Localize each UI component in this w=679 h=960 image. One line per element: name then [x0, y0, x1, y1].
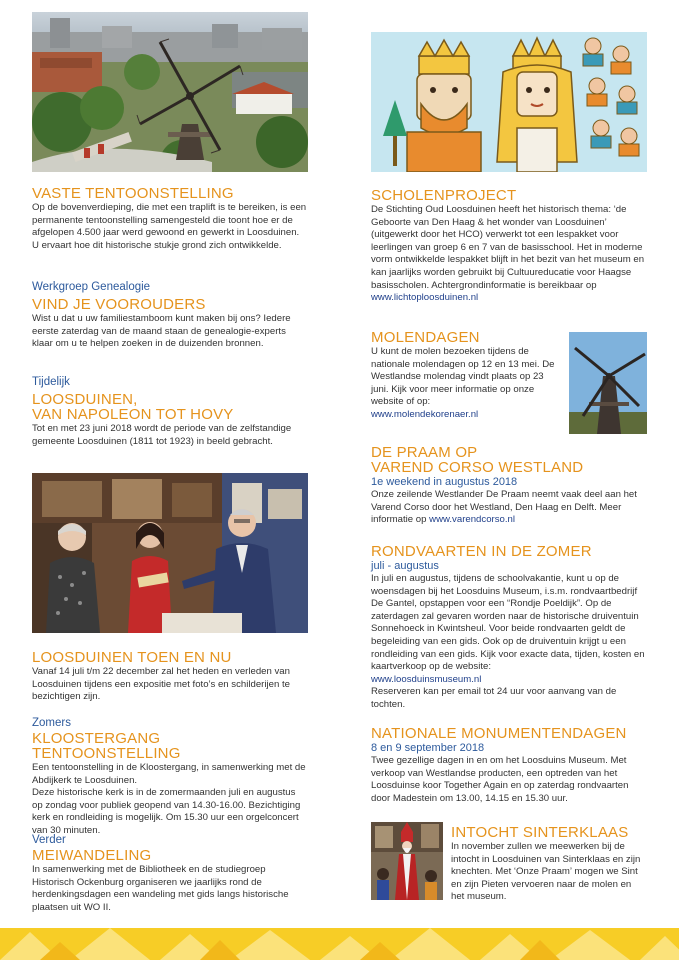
windmill-small-illustration [569, 332, 647, 434]
rondvaarten-text: In juli en augustus, tijdens de schoolvakantie, kunt u op de woensdagen bij het Loosduins Museum, i.s.m. rondvaartbedrijf De Gantel, opstappen voor een “Rondje Poeldijk”. Op de zaterdagen zal gevaren worden naar de historische druiventuin Sonnehoeck in Kwintsheul. Voor beide rondvaarten geldt de begeleiding van een gids. Ook op de druiventuin krijgt u een rondleiding van een gids. Kijk voor exacte data, tijden, kosten en kaartverkoop op de website: [371, 573, 645, 673]
section-rondvaarten [371, 544, 647, 712]
windmill-aerial-illustration [32, 12, 308, 172]
meiwandeling-text: In samenwerking met de Bibliotheek en de studiegroep Historisch Ockenburg organiseren we jaarlijks rond de herdenkingsdagen een wandeling met gids langs historische plaatsen uit WO II. [32, 864, 289, 913]
museum-visitors-illustration [32, 473, 308, 633]
decorative-footer-banner [0, 928, 679, 960]
molendagen-title: MOLENDAGEN [371, 329, 480, 346]
rondvaarten-subtitle: juli - augustus [371, 560, 439, 572]
monumenten-title: NATIONALE MONUMENTENDAGEN [371, 725, 627, 742]
monumenten-text: Twee gezellige dagen in en om het Loosduins Museum. Met verkoop van Westlandse producten, een optreden van het Loosduinse koor Together Again en op zaterdag rondvaarten door Madestein om 13.00, 14.15 en 15.30 uur. [371, 755, 629, 804]
kloostergang-text2: Deze historische kerk is in de zomermaanden juli en augustus op zondag voor publiek geopend van 14.30-16.00. Bezichtiging kerk en rondleiding is mogelijk. Om 15.30 uur een orgelconcert van 30 minuten. [32, 787, 301, 836]
kloostergang-kicker: Zomers [32, 717, 71, 729]
genealogie-title: VIND JE VOOROUDERS [32, 296, 206, 313]
rondvaarten-text2: Reserveren kan per email tot 24 uur voor aanvang van de tochten. [371, 686, 617, 710]
rondvaarten-link[interactable]: www.loosduinsmuseum.nl [371, 673, 482, 685]
section-vind-je-voorouders [32, 281, 308, 351]
sinterklaas-photo [371, 822, 443, 900]
section-intocht-sinterklaas [451, 825, 647, 904]
vaste-text: Op de bovenverdieping, die met een traplift is te bereiken, is een permanente tentoonstelling samengesteld die toont hoe er de afgelopen 4.500 jaar werd gewoond en gewerkt in Loosduinen. U ervaart hoe dit historische stukje grond zich ontwikkelde. [32, 202, 307, 251]
section-monumentendagen [371, 726, 647, 805]
kings-cartoon [371, 32, 647, 172]
section-napoleon-hovy [32, 376, 308, 448]
scholen-text: De Stichting Oud Loosduinen heeft het historisch thema: ‘de Geboorte van Den Haag & het wonder van Loosduinen’ (uitgewerkt door het HCO) verwerkt tot een lespakket voor leerlingen van groep 6 en 7 van de basisschool. Het in moderne vorm ontwikkelde lespakket blijft in het bezit van het museum en kan jaarlijks worden gebruikt bij Cultuureducatie voor Haagse basisscholen. Achtergrondinformatie is bereikbaar op [371, 204, 645, 291]
praam-subtitle: 1e weekend in augustus 2018 [371, 476, 518, 488]
sinterklaas-text: In november zullen we meewerken bij de intocht in Loosduinen van Sinterklaas en zijn knechten. Met ‘Onze Praam’ mogen we Sint en zijn Pieten vervoeren naar de molen en het museum. [451, 841, 641, 903]
section-vaste-tentoonstelling [32, 186, 308, 252]
meiwandeling-title: MEIWANDELING [32, 847, 152, 864]
scholen-link[interactable]: www.lichtoploosduinen.nl [371, 292, 479, 304]
section-scholenproject [371, 188, 647, 305]
rondvaarten-title: RONDVAARTEN IN DE ZOMER [371, 543, 592, 560]
molendagen-link[interactable]: www.molendekorenaer.nl [371, 408, 479, 420]
napoleon-title-line1: LOOSDUINEN, [32, 391, 138, 408]
napoleon-kicker: Tijdelijk [32, 376, 70, 388]
vaste-title: VASTE TENTOONSTELLING [32, 185, 234, 202]
napoleon-text: Tot en met 23 juni 2018 wordt de periode van de zelfstandige gemeente Loosduinen (1811 tot 1923) in beeld gebracht. [32, 423, 292, 447]
section-toen-en-nu [32, 650, 308, 704]
kings-illustration [371, 32, 647, 172]
section-molendagen [371, 330, 561, 422]
section-praam-corso [371, 445, 647, 527]
praam-text [371, 489, 647, 527]
molendagen-text: U kunt de molen bezoeken tijdens de nationale molendagen op 12 en 13 mei. De Westlandse molendag vindt plaats op 23 juni. Kijk voor meer informatie op onze website of op: [371, 346, 555, 408]
praam-title-line2: VAREND CORSO WESTLAND [371, 459, 584, 476]
sinterklaas-title: INTOCHT SINTERKLAAS [451, 824, 629, 841]
praam-text-body: Onze zeilende Westlander De Praam neemt vaak deel aan het Varend Corso door het Westland, Den Haag en Delft. Meer informatie op [371, 489, 637, 526]
monumenten-subtitle: 8 en 9 september 2018 [371, 742, 485, 754]
kloostergang-text1: Een tentoonstelling in de Kloostergang, in samenwerking met de Abdijkerk te Loosduinen. [32, 762, 306, 786]
toen-nu-text: Vanaf 14 juli t/m 22 december zal het heden en verleden van Loosduinen tijdens een expositie met foto’s en schilderijen te bezichtigen zijn. [32, 666, 290, 703]
windmill-aerial-photo [32, 12, 308, 172]
meiwandeling-kicker: Verder [32, 834, 66, 846]
napoleon-title-line2: VAN NAPOLEON TOT HOVY [32, 406, 234, 423]
kloostergang-title: KLOOSTERGANG TENTOONSTELLING [32, 730, 181, 762]
praam-link[interactable]: www.varendcorso.nl [429, 514, 515, 526]
windmill-small-photo [569, 332, 647, 434]
sinterklaas-illustration [371, 822, 443, 900]
toen-nu-title: LOOSDUINEN TOEN EN NU [32, 649, 232, 666]
footer-pattern [0, 928, 679, 960]
section-meiwandeling [32, 834, 308, 914]
genealogie-kicker: Werkgroep Genealogie [32, 281, 151, 293]
museum-visitors-photo [32, 473, 308, 633]
praam-title-line1: DE PRAAM OP [371, 444, 478, 461]
genealogie-text: Wist u dat u uw familiestamboom kunt maken bij ons? Iedere eerste zaterdag van de maand staan de genealogie-experts klaar om u te helpen zoeken in de duizenden bronnen. [32, 313, 291, 350]
section-kloostergang [32, 717, 308, 838]
scholen-title: SCHOLENPROJECT [371, 187, 517, 204]
